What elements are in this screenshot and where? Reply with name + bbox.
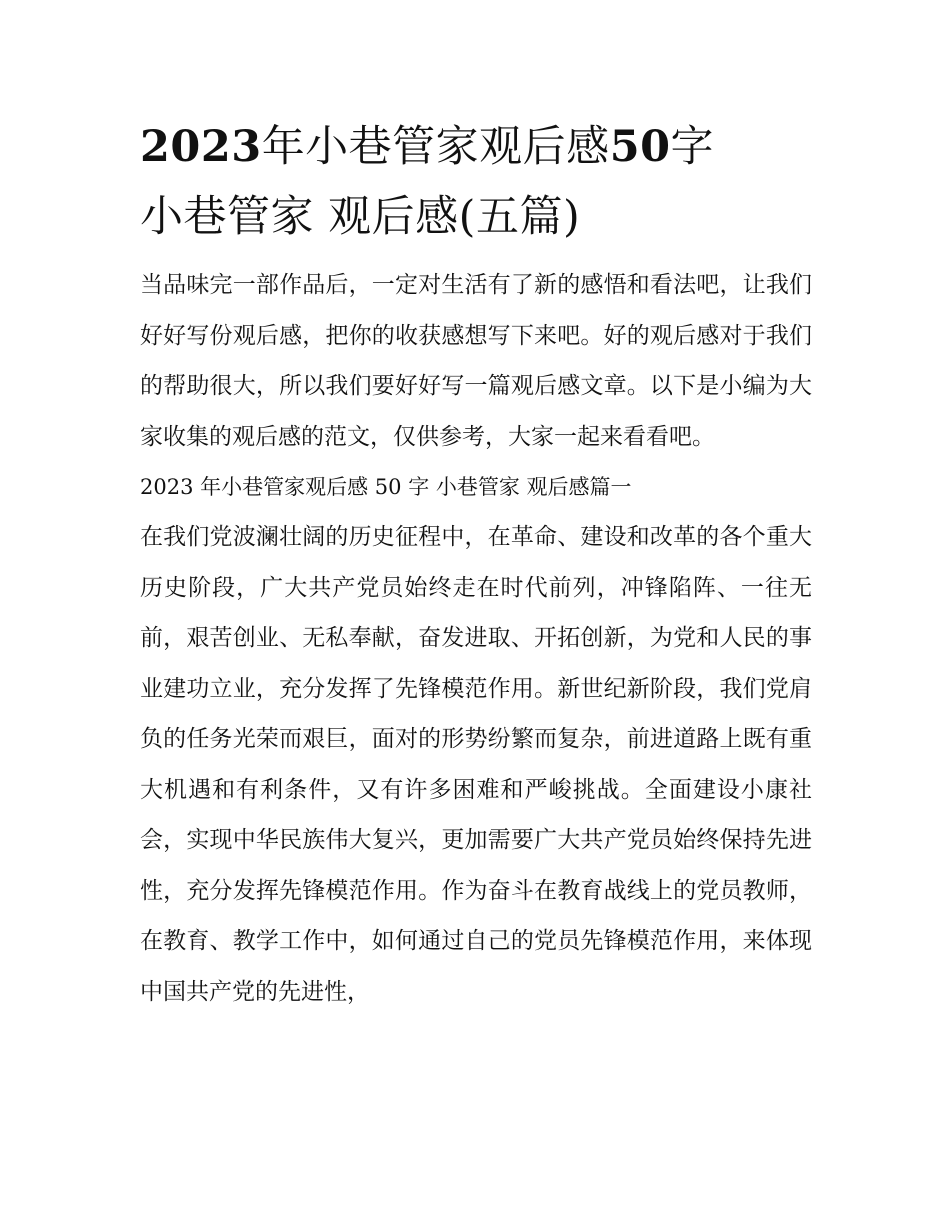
title-text-a: 年小巷管家观后感 [261, 122, 610, 172]
section-heading: 2023 年小巷管家观后感 50 字 小巷管家 观后感篇一 [140, 475, 632, 499]
title-line-2: 小巷管家 观后感(五篇) [140, 192, 581, 242]
intro-paragraph: 当品味完一部作品后，一定对生活有了新的感悟和看法吧，让我们好好写份观后感，把你的收获感想写下来吧。好的观后感对于我们的帮助很大，所以我们要好好写一篇观后感文章。以下是小编为大家收集的观后感的范文，仅供参考，大家一起来看看吧。 [140, 272, 812, 450]
title-number: 50 [609, 122, 671, 172]
document-page [140, 118, 812, 1017]
title-text-b: 字 [670, 122, 715, 172]
title-year: 2023 [140, 122, 262, 172]
body-paragraph: 在我们党波澜壮阔的历史征程中，在革命、建设和改革的各个重大历史阶段，广大共产党员始终走在时代前列，冲锋陷阵、一往无前，艰苦创业、无私奉献，奋发进取、开拓创新，为党和人民的事业建功立业，充分发挥了先锋模范作用。新世纪新阶段，我们党肩负的任务光荣而艰巨，面对的形势纷繁而复杂，前进道路上既有重大机遇和有利条件，又有许多困难和严峻挑战。全面建设小康社会，实现中华民族伟大复兴，更加需要广大共产党员始终保持先进性，充分发挥先锋模范作用。作为奋斗在教育战线上的党员教师，在教育、教学工作中，如何通过自己的党员先锋模范作用，来体现中国共产党的先进性， [140, 524, 812, 1005]
title-line-1 [140, 118, 812, 176]
document-title [140, 118, 812, 246]
